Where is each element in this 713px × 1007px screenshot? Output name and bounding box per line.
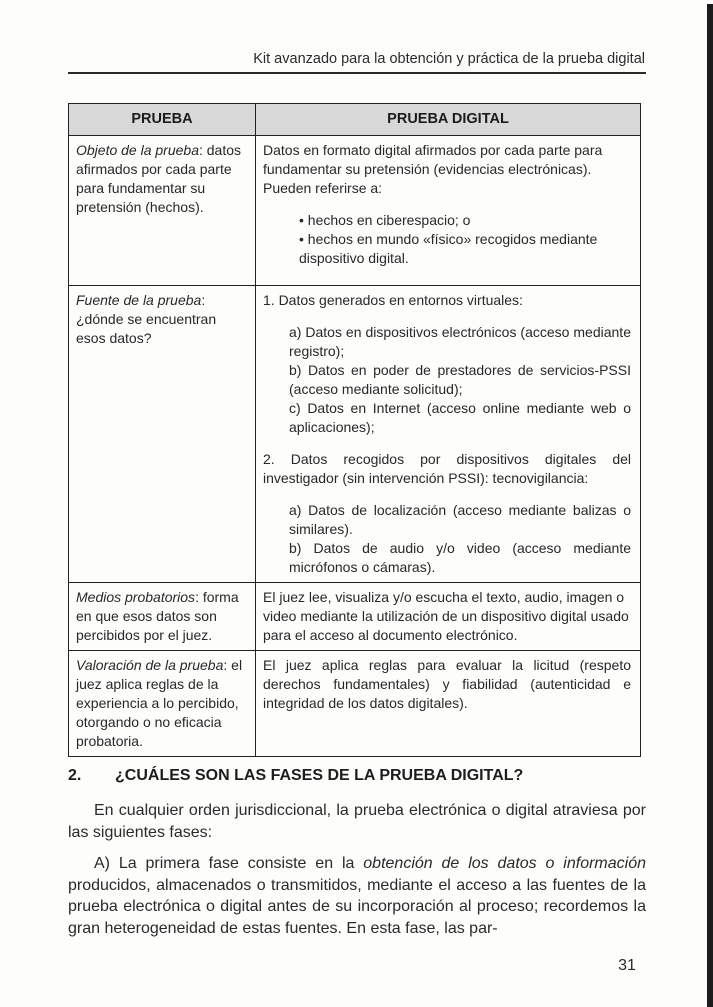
section-title: ¿CUÁLES SON LAS FASES DE LA PRUEBA DIGITAL? xyxy=(115,767,524,784)
table-row-fuente xyxy=(69,286,641,583)
term-fuente-rest: : ¿dónde se encuentran esos datos? xyxy=(76,292,217,346)
lettered-item: c) Datos en Internet (acceso online mediante web o aplicaciones); xyxy=(289,400,631,435)
term-valoracion: Valoración de la prueba xyxy=(76,657,224,673)
table-header-row xyxy=(69,104,641,136)
evidence-comparison-table xyxy=(68,103,641,757)
phase-a-prefix: A) La primera fase consiste en la xyxy=(94,855,364,872)
table-header-prueba: PRUEBA xyxy=(69,104,256,136)
table-row-valoracion xyxy=(69,651,641,757)
cell-objeto-digital xyxy=(256,136,641,286)
phase-a-italic: obtención de los datos o información xyxy=(363,855,646,872)
term-fuente: Fuente de la prueba xyxy=(76,292,202,308)
phase-a-rest: producidos, almacenados o transmitidos, mediante el acceso a las fuentes de la prueba electrónica o digital antes de su incorporación al proceso; recordemos la gran heterogeneidad de estas fuentes. En esta fase, las par- xyxy=(68,876,646,937)
term-medios-rest: : forma en que esos datos son percibidos por el juez. xyxy=(76,589,239,643)
paragraph-intro: En cualquier orden jurisdiccional, la prueba electrónica o digital atraviesa por las siguientes fases: xyxy=(68,802,646,841)
lettered-item: a) Datos en dispositivos electrónicos (acceso mediante registro); xyxy=(289,324,631,359)
cell-medios-prueba xyxy=(69,583,256,651)
table-header-prueba-digital: PRUEBA DIGITAL xyxy=(256,104,641,136)
running-header: Kit avanzado para la obtención y práctica de la prueba digital xyxy=(253,51,645,67)
numbered-intro-1: 1. Datos generados en entornos virtuales: xyxy=(263,292,523,308)
bullet-item: • hechos en ciberespacio; o xyxy=(299,211,631,230)
lettered-item: b) Datos de audio y/o video (acceso mediante micrófonos o cámaras). xyxy=(289,540,631,575)
page-number: 31 xyxy=(618,957,636,974)
cell-medios-digital: El juez lee, visualiza y/o escucha el texto, audio, imagen o video mediante la utilización de un dispositivo digital usado para el acceso al documento electrónico. xyxy=(256,583,641,651)
term-valoracion-rest: : el juez aplica reglas de la experiencia a lo percibido, otorgando o no eficacia probatoria. xyxy=(76,657,243,749)
bullet-item: • hechos en mundo «físico» recogidos mediante dispositivo digital. xyxy=(299,230,631,268)
term-medios: Medios probatorios xyxy=(76,589,196,605)
objeto-intro: Datos en formato digital afirmados por cada parte para fundamentar su pretensión (evidencias electrónicas). Pueden referirse a: xyxy=(263,142,603,196)
cell-valoracion-prueba xyxy=(69,651,256,757)
table-row-objeto xyxy=(69,136,641,286)
term-objeto-rest: : datos afirmados por cada parte para fundamentar su pretensión (hechos). xyxy=(76,142,242,215)
cell-valoracion-digital: El juez aplica reglas para evaluar la licitud (respeto derechos fundamentales) y fiabilidad (autenticidad e integridad de los datos digitales). xyxy=(256,651,641,757)
term-objeto: Objeto de la prueba xyxy=(76,142,199,158)
paragraph-phase-a xyxy=(68,853,646,939)
cell-fuente-prueba xyxy=(69,286,256,583)
header-rule xyxy=(68,72,646,74)
table-row-medios xyxy=(69,583,641,651)
numbered-intro-2: 2. Datos recogidos por dispositivos digitales del investigador (sin intervención PSSI): tecnovigilancia: xyxy=(263,451,631,486)
lettered-item: b) Datos en poder de prestadores de servicios-PSSI (acceso mediante solicitud); xyxy=(289,362,631,397)
cell-fuente-digital xyxy=(256,286,641,583)
section-heading xyxy=(68,766,646,786)
lettered-item: a) Datos de localización (acceso mediante balizas o similares). xyxy=(289,502,631,537)
section-number: 2. xyxy=(68,767,82,784)
scan-edge-bar xyxy=(707,4,713,1007)
cell-objeto-prueba xyxy=(69,136,256,286)
